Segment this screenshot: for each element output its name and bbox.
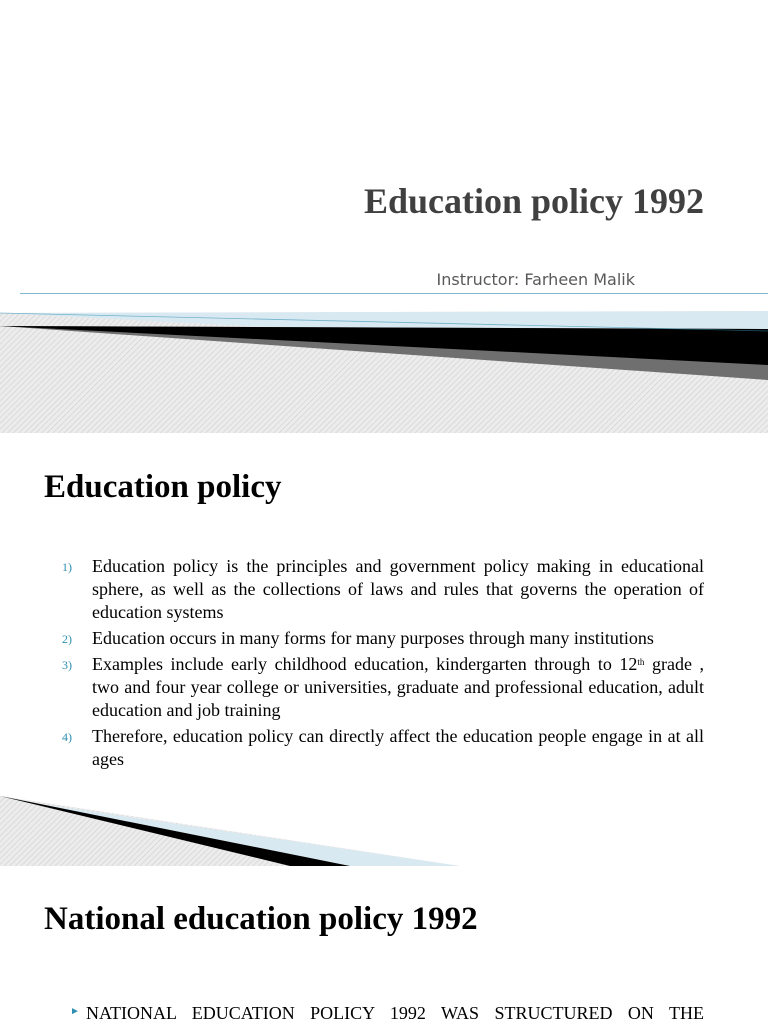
list-text — [92, 653, 704, 722]
content-slide-education-policy — [0, 433, 768, 866]
presentation-title: Education policy 1992 — [363, 181, 704, 221]
numbered-list — [0, 555, 768, 774]
list-item — [0, 653, 768, 722]
hatched-band — [0, 796, 460, 866]
list-number: 1) — [62, 560, 72, 574]
slide-heading: National education policy 1992 — [44, 901, 478, 937]
list-number: 3) — [62, 658, 72, 672]
ordinal-suffix: th — [637, 657, 645, 667]
list-text-part: grade , two and four year college or universities, graduate and professional education, adult education and job training — [92, 654, 704, 720]
content-slide-national-policy — [0, 866, 768, 1024]
instructor-subtitle: Instructor: Farheen Malik — [436, 270, 635, 289]
bullet-text: NATIONAL EDUCATION POLICY 1992 WAS STRUCTURED ON THE — [86, 1003, 704, 1023]
list-number: 2) — [62, 632, 72, 646]
list-item — [0, 725, 768, 771]
title-slide — [0, 0, 768, 433]
list-item — [0, 627, 768, 650]
slide-heading: Education policy — [44, 469, 282, 505]
slide-decoration — [0, 796, 768, 866]
list-number: 4) — [62, 730, 72, 744]
slide-decoration — [0, 293, 768, 433]
list-text: Education occurs in many forms for many purposes through many institutions — [92, 628, 654, 648]
triangle-bullet-icon: ► — [70, 1006, 80, 1017]
list-text: Education policy is the principles and government policy making in educational sphere, as well as the collections of laws and rules that governs the operation of education systems — [92, 556, 704, 622]
list-text: Therefore, education policy can directly affect the education people engage in at all ages — [92, 726, 704, 769]
list-text-part: Examples include early childhood education, kindergarten through to 12 — [92, 654, 638, 674]
list-item — [0, 555, 768, 624]
